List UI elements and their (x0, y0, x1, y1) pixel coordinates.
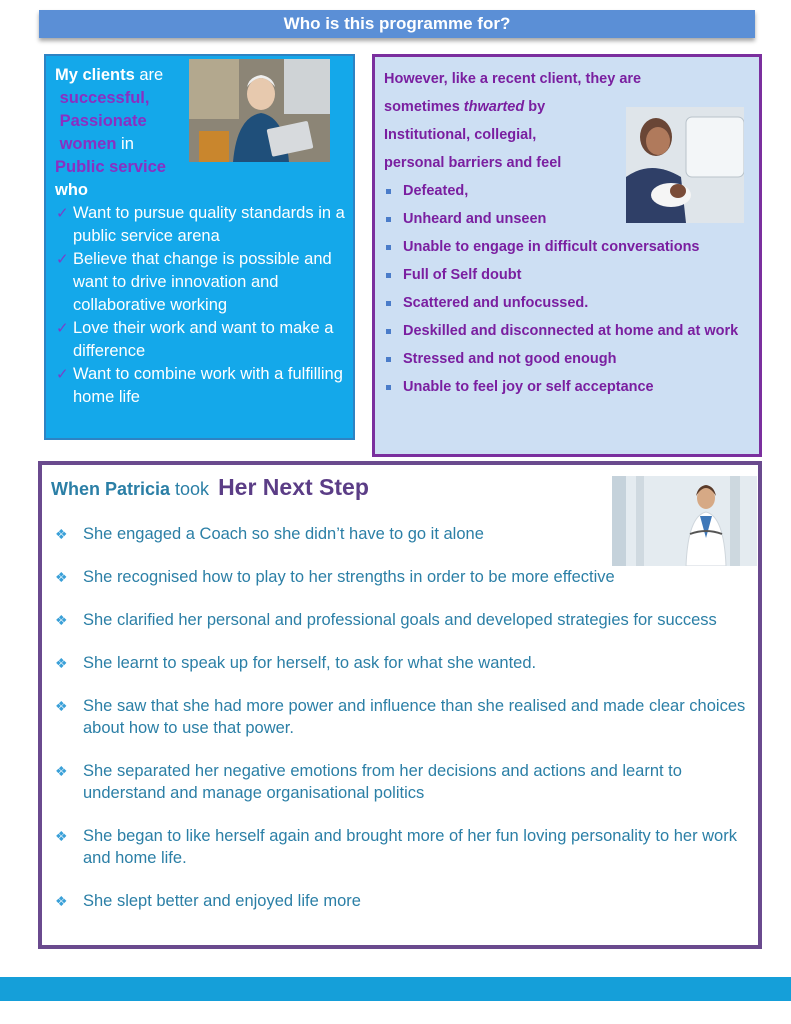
list-item-text: She began to like herself again and brought more of her fun loving personality to her work and home life. (83, 827, 737, 867)
square-bullet-icon (386, 217, 391, 222)
clients-are: are (134, 66, 164, 84)
list-item (52, 523, 746, 545)
list-item-text: She engaged a Coach so she didn’t have to go it alone (83, 525, 484, 543)
square-bullet-icon (386, 245, 391, 250)
list-item (384, 373, 749, 401)
list-item-text: Full of Self doubt (403, 267, 522, 283)
list-item (384, 205, 749, 233)
list-item (52, 890, 746, 912)
list-item-text: She clarified her personal and professional goals and developed strategies for success (83, 611, 717, 629)
diamond-bullet-icon: ❖ (55, 526, 68, 542)
feelings-list (384, 177, 749, 401)
list-item-text: She slept better and enjoyed life more (83, 892, 361, 910)
list-item-text: She recognised how to play to her strengths in order to be more effective (83, 568, 615, 586)
steps-list (52, 523, 746, 912)
list-item-text: She saw that she had more power and influence than she realised and made clear choices about how to use that power. (83, 697, 746, 737)
list-item (54, 202, 350, 248)
thwarted-box (372, 54, 762, 457)
list-item-text: Want to pursue quality standards in a public service arena (73, 204, 345, 245)
diamond-bullet-icon: ❖ (55, 763, 68, 779)
check-icon: ✓ (56, 205, 69, 222)
square-bullet-icon (386, 189, 391, 194)
list-item (52, 825, 746, 869)
list-item (52, 566, 746, 588)
clients-checklist (54, 202, 350, 409)
purple-word-2: Passionate (59, 112, 147, 130)
diamond-bullet-icon: ❖ (55, 698, 68, 714)
thwarted-line-3: Institutional, collegial, (384, 127, 537, 143)
list-item-text: Scattered and unfocussed. (403, 295, 589, 311)
woman-with-laptop-photo (189, 59, 330, 162)
diamond-bullet-icon: ❖ (55, 828, 68, 844)
heading-took: took (170, 479, 215, 499)
purple-word-3: women (59, 135, 117, 153)
thwarted-line-4: personal barriers and feel (384, 155, 562, 171)
list-item (54, 363, 350, 409)
clients-box (44, 54, 355, 440)
diamond-bullet-icon: ❖ (55, 655, 68, 671)
heading-big: Her Next Step (218, 474, 369, 500)
list-item (54, 317, 350, 363)
public-service-label: Public service (55, 158, 166, 176)
thwarted-line-1: However, like a recent client, they are (384, 71, 642, 87)
next-step-heading (51, 474, 369, 501)
square-bullet-icon (386, 385, 391, 390)
diamond-bullet-icon: ❖ (55, 569, 68, 585)
clients-intro (55, 64, 166, 202)
square-bullet-icon (386, 357, 391, 362)
list-item-text: Defeated, (403, 183, 469, 199)
list-item (384, 261, 749, 289)
section-header (39, 10, 755, 38)
list-item (52, 609, 746, 631)
list-item-text: Love their work and want to make a difference (73, 319, 334, 360)
thwarted-line-2b: by (524, 99, 546, 115)
list-item-text: Unable to feel joy or self acceptance (403, 379, 654, 395)
list-item-text: Deskilled and disconnected at home and at work (403, 323, 739, 339)
list-item (384, 317, 749, 345)
list-item-text: Want to combine work with a fulfilling home life (73, 365, 343, 406)
list-item (384, 289, 749, 317)
list-item-text: Believe that change is possible and want to drive innovation and collaborative working (73, 250, 332, 314)
diamond-bullet-icon: ❖ (55, 893, 68, 909)
list-item (384, 177, 749, 205)
thwarted-emphasis: thwarted (463, 99, 525, 115)
list-item-text: Stressed and not good enough (403, 351, 617, 367)
clients-in: in (116, 135, 134, 153)
diamond-bullet-icon: ❖ (55, 612, 68, 628)
check-icon: ✓ (56, 251, 69, 268)
who-label: who (55, 181, 88, 199)
list-item (384, 233, 749, 261)
list-item (52, 652, 746, 674)
list-item (52, 695, 746, 739)
list-item-text: She separated her negative emotions from her decisions and actions and learnt to understand and manage organisational politics (83, 762, 682, 802)
list-item (54, 248, 350, 317)
list-item-text: Unable to engage in difficult conversations (403, 239, 700, 255)
list-item-text: She learnt to speak up for herself, to ask for what she wanted. (83, 654, 537, 672)
header-title: Who is this programme for? (283, 14, 511, 33)
thwarted-intro (384, 65, 641, 177)
check-icon: ✓ (56, 366, 69, 383)
list-item (384, 345, 749, 373)
check-icon: ✓ (56, 320, 69, 337)
purple-word-1: successful, (59, 89, 150, 107)
list-item (52, 760, 746, 804)
square-bullet-icon (386, 301, 391, 306)
square-bullet-icon (386, 329, 391, 334)
thwarted-line-2a: sometimes (384, 99, 464, 115)
square-bullet-icon (386, 273, 391, 278)
list-item-text: Unheard and unseen (403, 211, 547, 227)
heading-name: When Patricia (51, 479, 171, 499)
footer-bar (0, 977, 791, 1001)
next-step-box (38, 461, 762, 949)
clients-label: My clients (55, 66, 135, 84)
